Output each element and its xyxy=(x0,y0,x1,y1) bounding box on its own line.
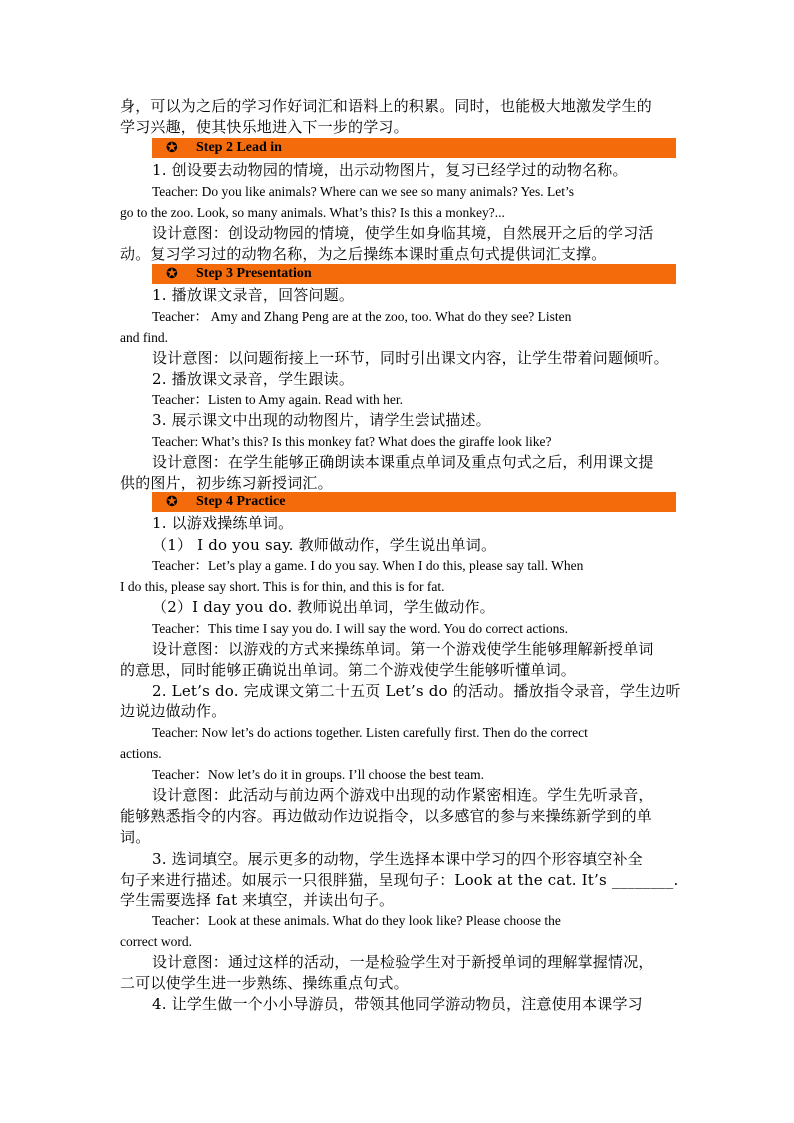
paragraph-line: （1） I do you say. 教师做动作，学生说出单词。 xyxy=(152,536,497,554)
paragraph-line: I do this, please say short. This is for thin, and this is for fat. xyxy=(120,579,445,594)
paragraph-line: 设计意图：通过这样的活动，一是检验学生对于新授单词的理解掌握情况， xyxy=(152,953,654,971)
paragraph-line: Teacher：This time I say you do. I will say the word. You do correct actions. xyxy=(152,621,568,636)
paragraph-line: 1. 以游戏操练单词。 xyxy=(152,514,294,532)
paragraph-line: 设计意图：以游戏的方式来操练单词。第一个游戏使学生能够理解新授单词 xyxy=(152,640,654,658)
paragraph-line: Teacher：Look at these animals. What do they look like? Please choose the xyxy=(152,913,561,928)
paragraph-line: 句子来进行描述。如展示一只很胖猫，呈现句子：Look at the cat. It’s ________. xyxy=(120,871,679,889)
paragraph-line: and find. xyxy=(120,330,168,345)
paragraph-line: Teacher: What’s this? Is this monkey fat? What does the giraffe look like? xyxy=(152,434,552,449)
paragraph-line: Teacher: Now let’s do actions together. Listen carefully first. Then do the correct xyxy=(152,725,588,740)
paragraph-line: 动。复习学习过的动物名称，为之后操练本课时重点句式提供词汇支撑。 xyxy=(120,245,607,263)
paragraph-line: correct word. xyxy=(120,934,192,949)
star-icon: ✪ xyxy=(166,494,178,510)
paragraph-line: Teacher：Now let’s do it in groups. I’ll choose the best team. xyxy=(152,767,484,782)
paragraph-line: Teacher：Let’s play a game. I do you say. When I do this, please say tall. When xyxy=(152,558,584,573)
paragraph-line: Teacher： Amy and Zhang Peng are at the zoo, too. What do they see? Listen xyxy=(152,309,572,324)
paragraph-line: 边说边做动作。 xyxy=(120,702,227,720)
step-4-heading-bar xyxy=(152,492,676,512)
paragraph-line: 学习兴趣，使其快乐地进入下一步的学习。 xyxy=(120,118,409,136)
paragraph-line: 设计意图：以问题衔接上一环节，同时引出课文内容，让学生带着问题倾听。 xyxy=(152,349,669,367)
paragraph-line: 的意思，同时能够正确说出单词。第二个游戏使学生能够听懂单词。 xyxy=(120,661,577,679)
step-3-heading: Step 3 Presentation xyxy=(196,266,312,281)
paragraph-line: 身，可以为之后的学习作好词汇和语料上的积累。同时，也能极大地激发学生的 xyxy=(120,97,653,115)
paragraph-line: 词。 xyxy=(120,828,151,846)
star-icon: ✪ xyxy=(166,266,178,282)
paragraph-line: 能够熟悉指令的内容。再边做动作边说指令，以多感官的参与来操练新学到的单 xyxy=(120,807,653,825)
star-icon: ✪ xyxy=(166,140,178,156)
paragraph-line: go to the zoo. Look, so many animals. What’s this? Is this a monkey?... xyxy=(120,205,505,220)
step-4-heading: Step 4 Practice xyxy=(196,494,286,509)
step-2-heading: Step 2 Lead in xyxy=(196,140,282,155)
paragraph-line: 1. 创设要去动物园的情境，出示动物图片，复习已经学过的动物名称。 xyxy=(152,161,628,179)
paragraph-line: Teacher: Do you like animals? Where can we see so many animals? Yes. Let’s xyxy=(152,184,575,199)
paragraph-line: 学生需要选择 fat 来填空，并读出句子。 xyxy=(120,891,395,909)
paragraph-line: 二可以使学生进一步熟练、操练重点句式。 xyxy=(120,974,409,992)
paragraph-line: 3. 展示课文中出现的动物图片，请学生尝试描述。 xyxy=(152,411,491,429)
step-2-heading-bar xyxy=(152,138,676,158)
paragraph-line: 设计意图：在学生能够正确朗读本课重点单词及重点句式之后，利用课文提 xyxy=(152,453,654,471)
paragraph-line: actions. xyxy=(120,746,162,761)
paragraph-line: 设计意图：创设动物园的情境，使学生如身临其境，自然展开之后的学习活 xyxy=(152,224,654,242)
paragraph-line: 1. 播放课文录音，回答问题。 xyxy=(152,286,355,304)
paragraph-line: 供的图片，初步练习新授词汇。 xyxy=(120,474,333,492)
paragraph-line: 2. 播放课文录音，学生跟读。 xyxy=(152,370,355,388)
paragraph-line: 4. 让学生做一个小小导游员，带领其他同学游动物员，注意使用本课学习 xyxy=(152,995,643,1013)
paragraph-line: Teacher：Listen to Amy again. Read with her. xyxy=(152,392,403,407)
paragraph-line: 设计意图：此活动与前边两个游戏中出现的动作紧密相连。学生先听录音， xyxy=(152,786,654,804)
step-3-heading-bar xyxy=(152,264,676,284)
paragraph-line: 3. 选词填空。展示更多的动物，学生选择本课中学习的四个形容填空补全 xyxy=(152,850,643,868)
paragraph-line: （2）I day you do. 教师说出单词，学生做动作。 xyxy=(152,598,495,616)
paragraph-line: 2. Let’s do. 完成课文第二十五页 Let’s do 的活动。播放指令录音，学生边听 xyxy=(152,682,681,700)
